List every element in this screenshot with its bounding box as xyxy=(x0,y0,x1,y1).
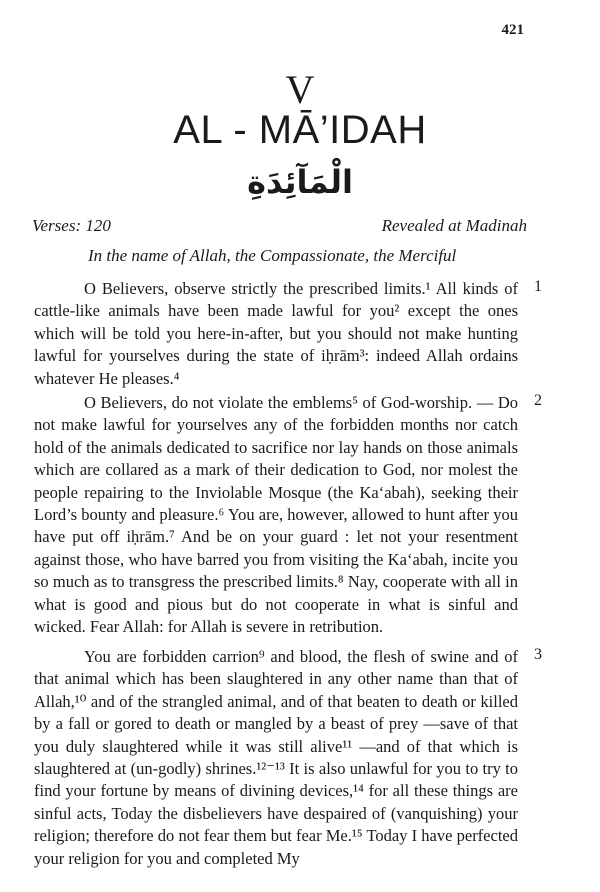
surah-title: AL - MĀ’IDAH xyxy=(173,108,427,152)
verse-number: 2 xyxy=(534,392,542,409)
page-number: 421 xyxy=(501,22,524,38)
surah-arabic-title: الْمَآئِدَةِ xyxy=(247,163,353,201)
verse-count: Verses: 120 xyxy=(32,216,111,235)
verse-3 xyxy=(34,646,518,870)
surah-meta xyxy=(32,216,527,236)
verse-2 xyxy=(34,392,518,638)
verse-1 xyxy=(34,278,518,390)
verse-text: O Believers, observe strictly the prescribed limits.¹ All kinds of cattle-like animals have been made lawful for you² except the ones which will be told you here-in-after, but you should not make hunting lawful for yourselves during the state of iḥrām³: indeed Allah ordains whatever He pleases.⁴ xyxy=(34,279,518,388)
verse-text: You are forbidden carrion⁹ and blood, the flesh of swine and of that animal which has been slaughtered in any other name than that of Allah,¹⁰ and of the strangled animal, and of that beaten to death or killed by a fall or gored to death or mangled by a beast of prey —save of that you duly slaughtered while it was still alive¹¹ —and of that which is slaughtered at (un-godly) shrines.¹²⁻¹³ It is also unlawful for you to try to find your fortune by means of divining devices,¹⁴ for all these things are sinful acts, Today the disbelievers have despaired of (vanquishing) your religion; therefore do not fear them but fear Me.¹⁵ Today I have perfected your religion for you and completed My xyxy=(34,647,518,868)
verse-text: O Believers, do not violate the emblems⁵ of God-worship. — Do not make lawful for yourselves any of the forbidden months nor catch hold of the animals dedicated to sacrifice nor lay hands on those animals which are collared as a mark of their dedication to God, nor molest the people repairing to the Inviolable Mosque (the Ka‘abah), seeking their Lord’s bounty and pleasure.⁶ You are, however, allowed to hunt after you have put off iḥrām.⁷ And be on your guard : let not your resentment against those, who have barred you from visiting the Ka‘abah, incite you so much as to transgress the prescribed limits.⁸ Nay, cooperate with all in what is good and pious but do not cooperate in what is sinful and wicked. Fear Allah: for Allah is severe in retribution. xyxy=(34,393,518,637)
surah-numeral: V xyxy=(285,67,315,112)
revelation-place: Revealed at Madinah xyxy=(381,216,527,235)
verse-number: 1 xyxy=(534,278,542,295)
bismillah: In the name of Allah, the Compassionate, the Merciful xyxy=(88,246,457,265)
verse-number: 3 xyxy=(534,646,542,663)
